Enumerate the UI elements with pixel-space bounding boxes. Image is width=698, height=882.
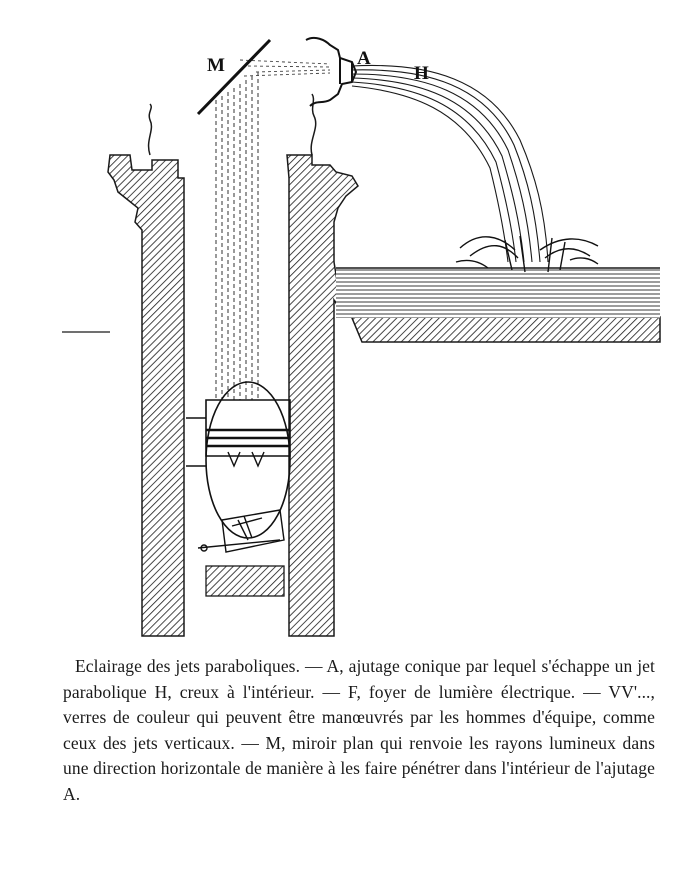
label-mirror: M bbox=[207, 55, 225, 76]
figure-caption: Eclairage des jets paraboliques. — A, ajutage conique par lequel s'échappe un jet parabolique H, creux à l'intérieur. — F, foyer de lumière électrique. — VV'..., verres de couleur qui peuvent être manœuvrés par les hommes d'équipe, comme ceux des jets verticaux. — M, miroir plan qui renvoie les rayons lumineux dans une direction horizontale de manière à les faire pénétrer dans l'intérieur de l'ajutage A. bbox=[63, 656, 655, 804]
label-jet: H bbox=[414, 63, 429, 84]
right-wall bbox=[287, 94, 660, 636]
lamp-base bbox=[206, 566, 284, 596]
left-wall bbox=[108, 104, 184, 636]
lantern bbox=[186, 382, 290, 538]
splash bbox=[456, 236, 598, 272]
light-beam bbox=[216, 72, 258, 400]
label-nozzle: A bbox=[357, 48, 371, 69]
electric-lamp bbox=[198, 510, 284, 552]
parabolic-jet bbox=[352, 65, 548, 262]
reflected-rays bbox=[240, 60, 330, 76]
basin-water bbox=[336, 268, 660, 318]
